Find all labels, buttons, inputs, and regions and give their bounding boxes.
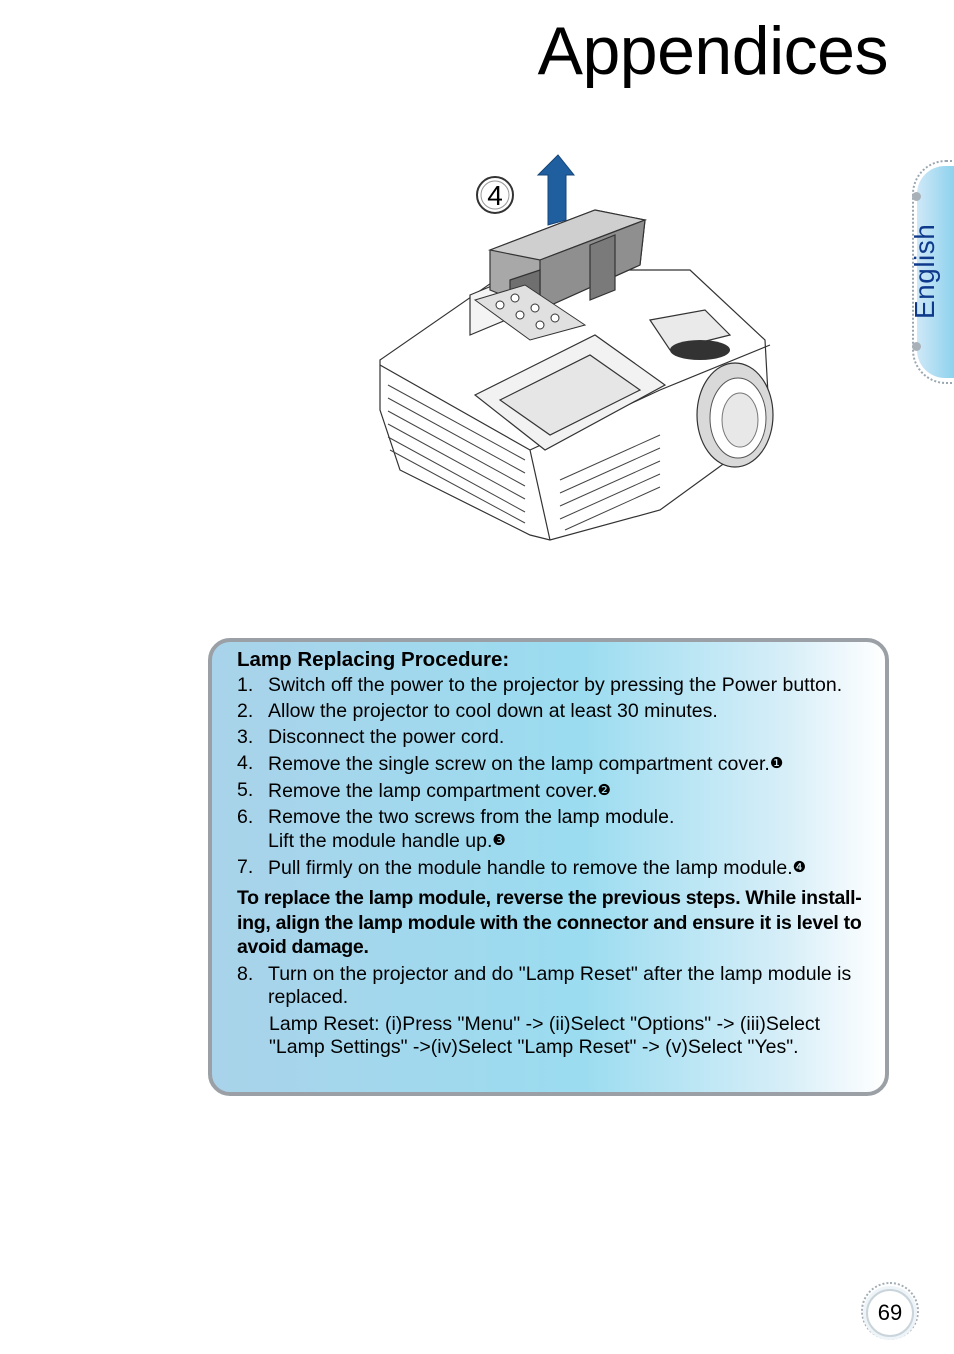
step-text: Switch off the power to the projector by pressing the Power button. <box>268 674 843 696</box>
step-text: Allow the projector to cool down at least 30 minutes. <box>268 700 718 722</box>
lamp-reset-line-1: Lamp Reset: (i)Press "Menu" -> (ii)Select "Options" -> (iii)Select <box>269 1012 821 1035</box>
list-item <box>237 963 877 1009</box>
step-num: 1. <box>237 674 254 696</box>
step-num: 7. <box>237 856 254 878</box>
procedure-content <box>237 648 877 1059</box>
lamp-reset-line-2: "Lamp Settings" ->(iv)Select "Lamp Reset" -> (v)Select "Yes". <box>269 1035 799 1058</box>
step-badge-icon: ❹ <box>792 859 807 876</box>
step-num: 4. <box>237 752 254 774</box>
procedure-heading: Lamp Replacing Procedure: <box>237 648 510 671</box>
tab-dot-top-icon <box>912 192 921 201</box>
step-text: Remove the single screw on the lamp compartment cover. <box>268 753 770 775</box>
list-item <box>237 674 877 697</box>
procedure-steps-continued <box>237 963 877 1009</box>
replace-warning-note: To replace the lamp module, reverse the previous steps. While install-ing, align the lamp module with the connector and ensure it is level to avoid damage. <box>237 887 862 958</box>
step-text: Pull firmly on the module handle to remove the lamp module. <box>268 857 793 879</box>
step-text: Remove the two screws from the lamp module. <box>268 806 675 828</box>
list-item <box>237 806 877 853</box>
step-num: 2. <box>237 700 254 722</box>
step-num: 6. <box>237 806 254 828</box>
step-num: 3. <box>237 726 254 748</box>
lamp-reset-instructions <box>237 1013 877 1059</box>
list-item <box>237 779 877 803</box>
language-label: English <box>909 223 940 319</box>
step-text: Turn on the projector and do "Lamp Reset" after the lamp module is replaced. <box>268 962 852 1008</box>
projector-lamp-illustration <box>360 150 790 550</box>
step-text-continued: Lift the module handle up. <box>268 830 493 852</box>
page-number: 69 <box>866 1289 914 1337</box>
procedure-steps <box>237 674 877 880</box>
step-number-text: 4 <box>487 180 503 211</box>
step-badge-icon: ❸ <box>492 832 506 849</box>
step-badge-icon: ❶ <box>769 755 784 772</box>
lift-arrow-icon <box>538 155 574 225</box>
step-num: 5. <box>237 779 254 801</box>
list-item <box>237 700 877 723</box>
tab-dot-bottom-icon <box>912 342 921 351</box>
list-item <box>237 752 877 776</box>
step-badge-icon: ❷ <box>597 782 611 799</box>
step-num: 8. <box>237 962 254 985</box>
step-text: Remove the lamp compartment cover. <box>268 780 598 802</box>
step-text: Disconnect the power cord. <box>268 726 505 748</box>
list-item <box>237 726 877 749</box>
list-item <box>237 856 877 880</box>
step-number-badge <box>477 177 513 213</box>
page-title: Appendices <box>537 13 888 89</box>
